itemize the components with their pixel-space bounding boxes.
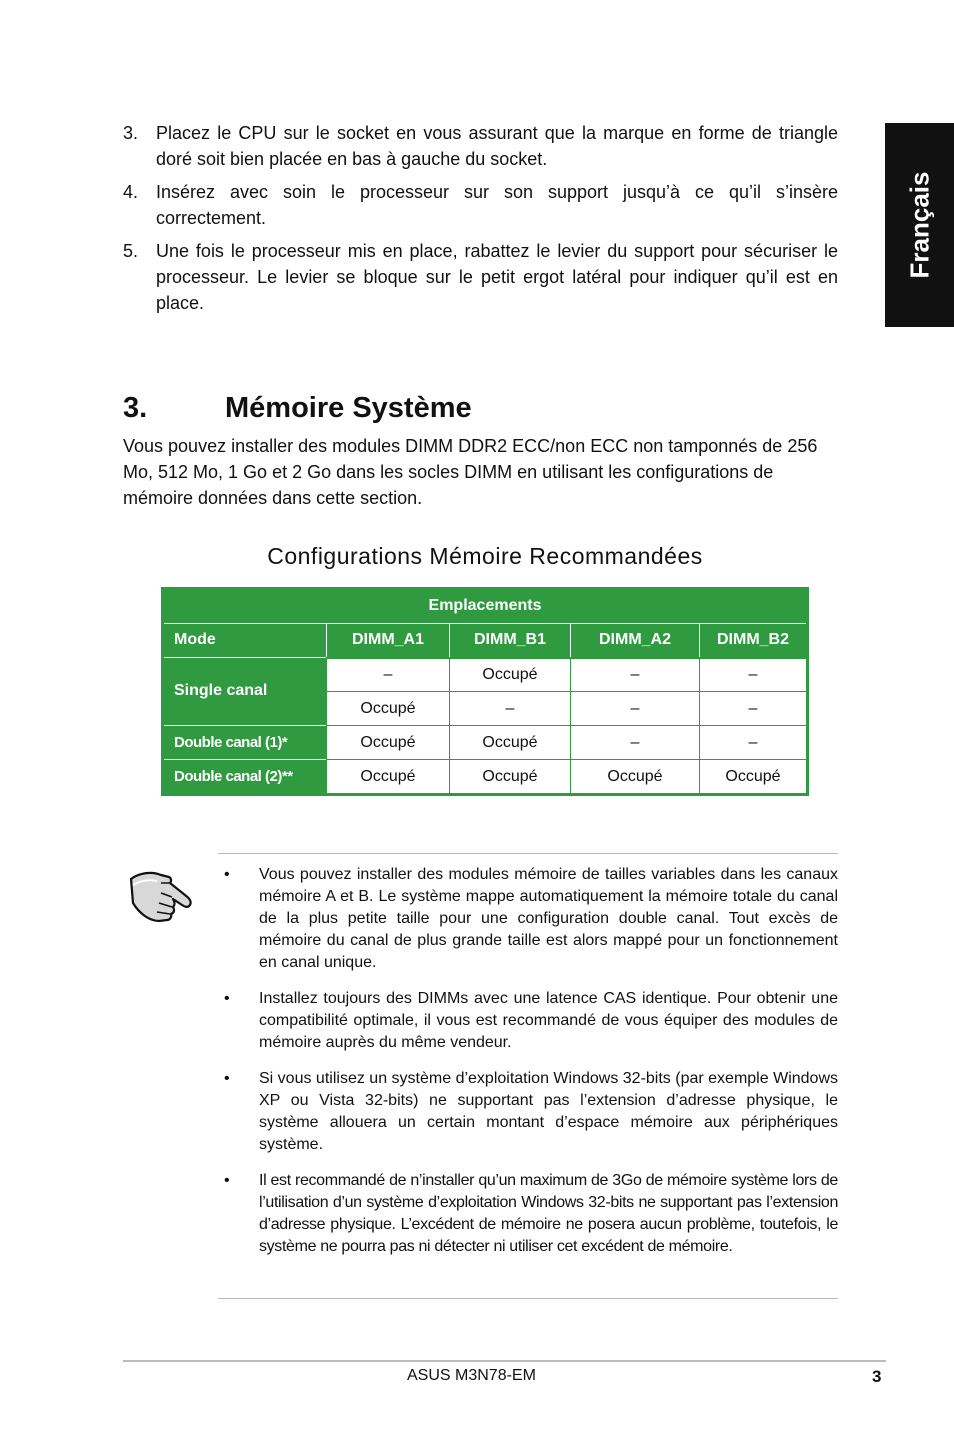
- table-cell: Occupé: [699, 759, 806, 793]
- step-number: 5.: [123, 241, 139, 261]
- column-header: Mode: [164, 623, 326, 657]
- table-row: [164, 657, 806, 692]
- column-header: DIMM_A2: [570, 623, 699, 657]
- section-number: 3.: [123, 392, 148, 424]
- notes-list: [222, 864, 838, 1272]
- note-text: Vous pouvez installer des modules mémoire de tailles variables dans les canaux mémoire A et B. Le système mappe automatiquement la mémoire totale du canal de la plus petite taille pour une configuration double canal. Tout excès de mémoire du canal de plus grande taille est alors mappé pour un fonctionnement en canal unique.: [259, 866, 838, 971]
- column-header: DIMM_B1: [449, 623, 570, 657]
- table-cell: –: [449, 691, 570, 725]
- page-number: 3: [872, 1367, 882, 1386]
- table-cell: Occupé: [326, 759, 449, 793]
- table-cell: –: [699, 725, 806, 759]
- language-tab: [885, 123, 954, 327]
- pointing-hand-icon: [125, 865, 197, 927]
- table-heading: Configurations Mémoire Recommandées: [267, 543, 703, 569]
- bullet: •: [224, 866, 230, 883]
- step-number: 3.: [123, 123, 139, 143]
- section-title: Mémoire Système: [225, 392, 472, 424]
- table-cell: Occupé: [326, 725, 449, 759]
- table-cell: –: [326, 657, 449, 692]
- section-heading: [123, 392, 472, 425]
- column-header: DIMM_A1: [326, 623, 449, 657]
- section-intro: Vous pouvez installer des modules DIMM DDR2 ECC/non ECC non tamponnés de 256 Mo, 512 Mo, 1 Go et 2 Go dans les socles DIMM en utilisant les configurations de mémoire données dans cette section.: [123, 436, 818, 508]
- table-cell: Occupé: [449, 725, 570, 759]
- bullet: •: [224, 990, 230, 1007]
- step-item: [123, 238, 838, 316]
- table-cell: Occupé: [570, 759, 699, 793]
- note-item: [222, 1170, 838, 1258]
- memory-config-table: [161, 587, 809, 796]
- step-item: [123, 120, 838, 172]
- mode-label: Single canal: [164, 657, 326, 726]
- bullet: •: [224, 1070, 230, 1087]
- note-item: [222, 1068, 838, 1156]
- note-text: Il est recommandé de n’installer qu’un maximum de 3Go de mémoire système lors de l’utilisation d’un système d’exploitation Windows 32-bits ne supportant pas l’extension d’adresse physique. L’excédent de mémoire ne posera aucun problème, toutefois, le système ne pourra pas ni détecter ni utiliser cet excédent de mémoire.: [259, 1172, 838, 1255]
- table-cell: –: [570, 657, 699, 692]
- table-row: [164, 759, 806, 793]
- mode-label: Double canal (2)**: [164, 759, 326, 793]
- step-text: Placez le CPU sur le socket en vous assurant que la marque en forme de triangle doré soit bien placée en bas à gauche du socket.: [156, 123, 838, 169]
- footer-divider: [123, 1360, 886, 1362]
- note-item: [222, 864, 838, 974]
- table-cell: –: [699, 657, 806, 692]
- mode-label: Double canal (1)*: [164, 725, 326, 759]
- step-number: 4.: [123, 182, 139, 202]
- install-steps: [123, 120, 838, 323]
- table-cell: Occupé: [449, 759, 570, 793]
- step-item: [123, 179, 838, 231]
- table-cell: –: [570, 725, 699, 759]
- step-text: Une fois le processeur mis en place, rabattez le levier du support pour sécuriser le processeur. Le levier se bloque sur le petit ergot latéral pour indiquer qu’il est en place.: [156, 241, 838, 313]
- column-header: DIMM_B2: [699, 623, 806, 657]
- note-divider-bottom: [218, 1298, 838, 1299]
- table-cell: –: [699, 691, 806, 725]
- bullet: •: [224, 1172, 230, 1189]
- group-header: Emplacements: [428, 597, 542, 615]
- table-row: [164, 725, 806, 759]
- footer-title: ASUS M3N78-EM: [407, 1367, 536, 1384]
- table-cell: –: [570, 691, 699, 725]
- note-text: Installez toujours des DIMMs avec une latence CAS identique. Pour obtenir une compatibilité optimale, il vous est recommandé de vous équiper des modules de mémoire auprès du même vendeur.: [259, 990, 838, 1051]
- language-tab-label: Français: [904, 171, 934, 279]
- table-cell: Occupé: [326, 691, 449, 725]
- note-item: [222, 988, 838, 1054]
- note-divider-top: [218, 853, 838, 854]
- step-text: Insérez avec soin le processeur sur son support jusqu’à ce qu’il s’insère correctement.: [156, 182, 838, 228]
- note-text: Si vous utilisez un système d’exploitation Windows 32-bits (par exemple Windows XP ou Vista 32-bits) ne supportant pas l’extension d’adresse physique, le système allouera un certain montant d’espace mémoire aux périphériques système.: [259, 1070, 838, 1153]
- table-cell: Occupé: [449, 657, 570, 692]
